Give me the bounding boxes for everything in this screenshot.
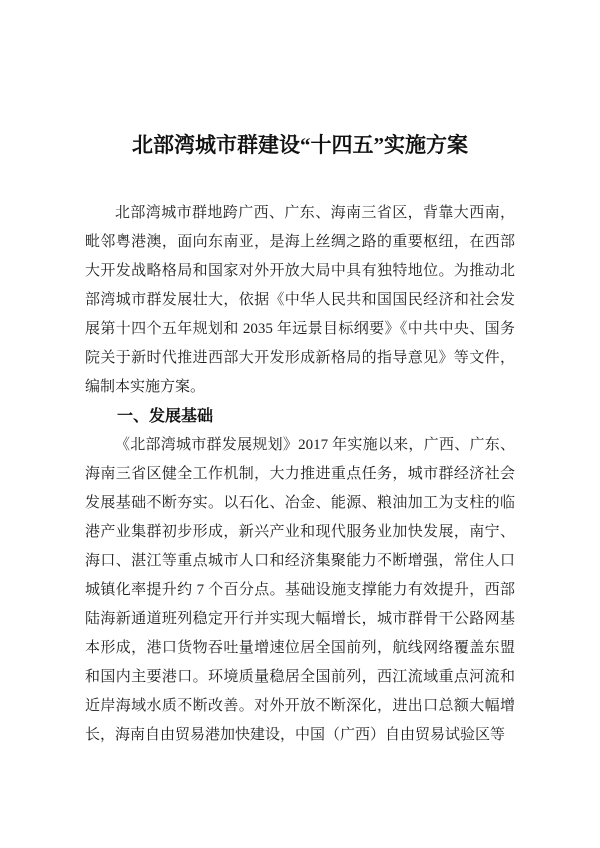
development-basis-paragraph: 《北部湾城市群发展规划》2017 年实施以来，广西、广东、海南三省区健全工作机制，大力推进重点任务，城市群经济社会发展基础不断夯实。以石化、冶金、能源、粮油加工为支柱的临港产业集群初步形成，新兴产业和现代服务业加快发展，南宁、海口、湛江等重点城市人口和经济集聚能力不断增强，常住人口城镇化率提升约 7 个百分点。基础设施支撑能力有效提升，西部陆海新通道班列稳定开行并实现大幅增长，城市群骨干公路网基本形成，港口货物吞吐量增速位居全国前列，航线网络覆盖东盟和国内主要港口。环境质量稳居全国前列，西江流域重点河流和近岸海域水质不断改善。对外开放不断深化，进出口总额大幅增长，海南自由贸易港加快建设，中国（广西）自由贸易试验区等 bbox=[85, 437, 515, 743]
document-content bbox=[85, 128, 515, 750]
section-heading-development-basis: 一、发展基础 bbox=[117, 408, 214, 425]
document-title: 北部湾城市群建设“十四五”实施方案 bbox=[132, 133, 468, 157]
intro-paragraph: 北部湾城市群地跨广西、广东、海南三省区，背靠大西南，毗邻粤港澳，面向东南亚，是海上丝绸之路的重要枢纽，在西部大开发战略格局和国家对外开放大局中具有独特地位。为推动北部湾城市群发展壮大，依据《中华人民共和国国民经济和社会发展第十四个五年规划和 2035 年远景目标纲要》《中共中央、国务院关于新时代推进西部大开发形成新格局的指导意见》等文件，编制本实施方案。 bbox=[85, 205, 515, 395]
